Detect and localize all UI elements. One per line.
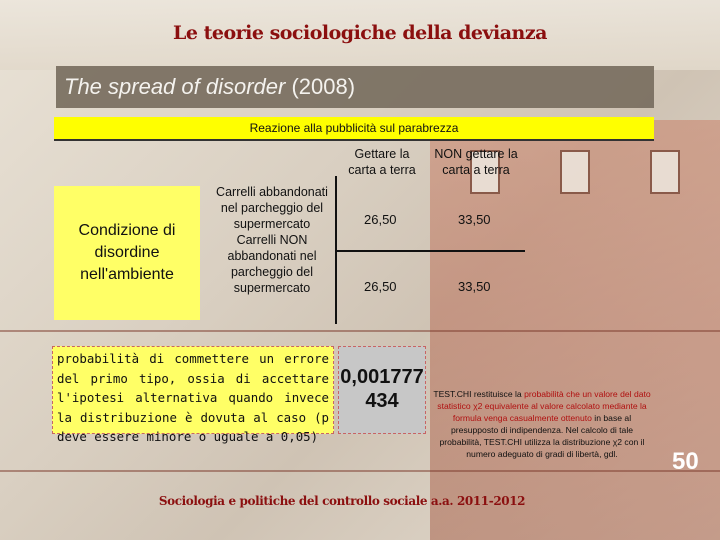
column-header-line: Gettare la <box>354 147 410 161</box>
slide-title: Le teorie sociologiche della devianza <box>173 22 547 44</box>
subtitle <box>64 74 355 100</box>
p-value-line: 434 <box>365 390 399 412</box>
table-cell: 33,50 <box>458 212 491 227</box>
condition-label: Condizione di disordine nell'ambiente <box>78 222 176 283</box>
chi-test-note <box>430 388 654 460</box>
probability-explanation: probabilità di commettere un errore del primo tipo, ossia di accettare l'ipotesi alternativa quando invece la distribuzione è dovuta al caso (p deve essere minore o uguale a 0,05) <box>52 346 334 434</box>
background-rail <box>0 470 720 472</box>
footer-text: Sociologia e politiche del controllo sociale a.a. 2011-2012 <box>158 494 526 508</box>
page-number: 50 <box>672 448 699 475</box>
note-text: TEST.CHI restituisce la <box>433 389 525 399</box>
p-value-line: 0,001777 <box>340 366 424 388</box>
background-window <box>650 150 680 194</box>
subtitle-band <box>56 66 654 108</box>
table-cell: 26,50 <box>364 212 397 227</box>
column-header-not-throw <box>424 146 528 178</box>
condition-label-box <box>54 186 200 320</box>
column-header-line: carta a terra <box>442 163 510 177</box>
subtitle-italic: The spread of disorder <box>64 74 286 99</box>
reaction-header: Reazione alla pubblicità sul parabrezza <box>54 117 654 141</box>
row-labels <box>208 184 336 296</box>
table-cell: 33,50 <box>458 279 491 294</box>
note-highlight: probabilità che un valore del dato statistico χ2 equivalente al valore calcolato mediante la formula venga casualmente ottenuto <box>437 389 651 423</box>
subtitle-year: (2008) <box>291 74 356 99</box>
table-cell: 26,50 <box>364 279 397 294</box>
background-window <box>560 150 590 194</box>
table-divider-horizontal <box>335 250 525 252</box>
note-text: in base al presupposto di indipendenza. Nel calcolo di tale probabilità, TEST.CHI utilizza la distribuzione χ2 con il numero adeguato di gradi di libertà, gdl. <box>439 413 645 459</box>
row-label-abandoned: Carrelli abbandonati nel parcheggio del supermercato <box>216 185 328 231</box>
column-header-line: NON gettare la <box>434 147 518 161</box>
column-header-throw <box>340 146 424 178</box>
row-label-not-abandoned: Carrelli NON abbandonati nel parcheggio del supermercato <box>227 233 317 295</box>
background-rail <box>0 330 720 332</box>
p-value-box <box>338 346 426 434</box>
column-header-line: carta a terra <box>348 163 416 177</box>
